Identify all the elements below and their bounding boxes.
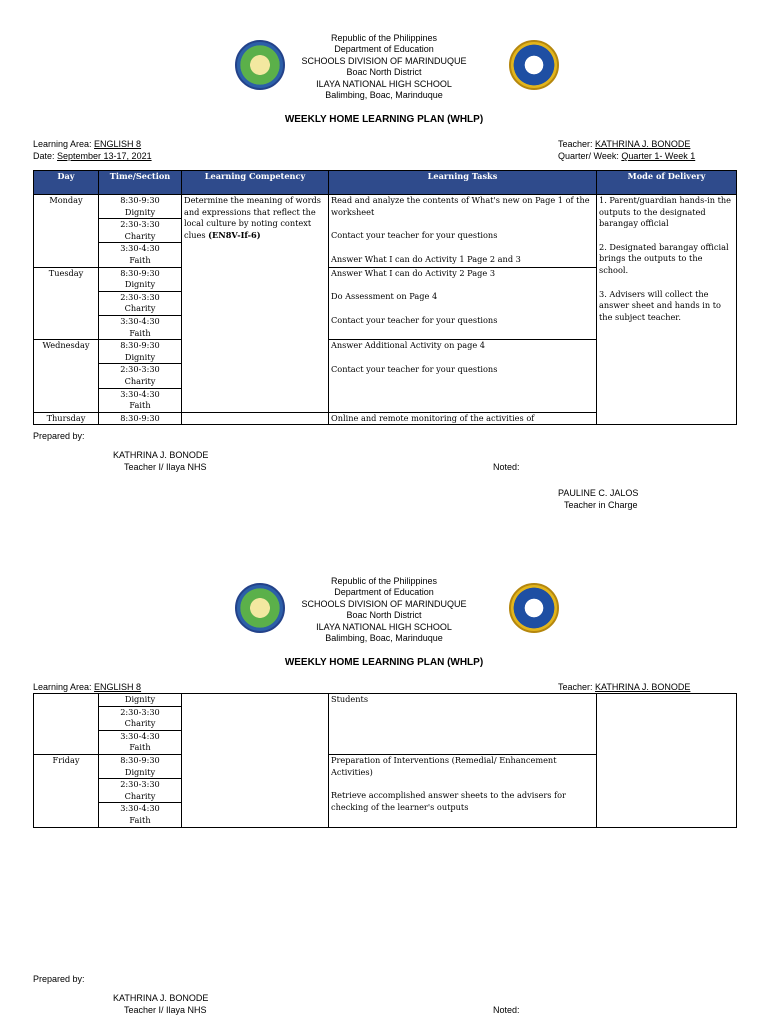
task-text: Contact your teacher for your questions — [331, 363, 498, 374]
task-text: Answer What I can do Activity 1 Page 2 and 3 — [331, 253, 521, 264]
learning-area-value: ENGLISH 8 — [94, 682, 142, 692]
tasks-cell — [329, 754, 597, 827]
teacher-value: KATHRINA J. BONODE — [595, 139, 691, 149]
letterhead-line: Republic of the Philippines — [330, 33, 438, 43]
day-cell — [34, 694, 99, 755]
time-section-cell: 8:30-9:30 Dignity — [99, 267, 182, 291]
learning-area — [33, 682, 141, 692]
task-text: Do Assessment on Page 4 — [331, 291, 438, 302]
day-cell: Tuesday — [34, 267, 99, 340]
teacher-label: Teacher: — [558, 139, 596, 149]
letterhead-line: Boac North District — [346, 67, 422, 78]
noted-label: Noted: — [493, 462, 520, 472]
document-title: WEEKLY HOME LEARNING PLAN (WHLP) — [284, 657, 484, 668]
competency-code: (EN8V-If-6) — [208, 229, 261, 240]
task-text: Preparation of Interventions (Remedial/ Enhancement Activities) — [331, 754, 557, 777]
day-cell: Friday — [34, 754, 99, 827]
time-section-cell: 3:30-4:30 Faith — [99, 803, 182, 827]
letterhead-line: Department of Education — [334, 587, 434, 598]
delivery-step: 1. Parent/guardian hands-in the outputs to the designated barangay official — [599, 195, 731, 229]
prepared-by-label: Prepared by: — [33, 431, 85, 441]
preparer-title: Teacher I/ Ilaya NHS — [124, 1005, 207, 1015]
time-section-cell: 3:30-4:30 Faith — [99, 243, 182, 267]
letterhead-line: Balimbing, Boac, Marinduque — [325, 633, 443, 644]
task-text: Contact your teacher for your questions — [331, 314, 498, 325]
task-text: Answer Additional Activity on page 4 — [331, 340, 485, 351]
header-day: Day — [34, 171, 99, 195]
time-section-cell: 8:30-9:30 — [99, 412, 182, 425]
tasks-cell: Online and remote monitoring of the activities of — [329, 412, 597, 425]
learning-area-value: ENGLISH 8 — [94, 139, 142, 149]
preparer-name: KATHRINA J. BONODE — [113, 993, 209, 1003]
document-title: WEEKLY HOME LEARNING PLAN (WHLP) — [284, 114, 484, 125]
teacher-label: Teacher: — [558, 682, 596, 692]
time-section-cell: 8:30-9:30 Dignity — [99, 340, 182, 364]
preparer-name: KATHRINA J. BONODE — [113, 450, 209, 460]
letterhead — [0, 576, 768, 644]
date-value: September 13-17, 2021 — [57, 151, 152, 161]
noter-title: Teacher in Charge — [564, 500, 638, 510]
letterhead-line: Republic of the Philippines — [330, 576, 438, 586]
preparer-title: Teacher I/ Ilaya NHS — [124, 462, 207, 472]
header-learning-competency: Learning Competency — [182, 171, 329, 195]
learning-area-label: Learning Area: — [33, 682, 95, 692]
time-section-cell: 2:30-3:30 Charity — [99, 219, 182, 243]
day-cell: Thursday — [34, 412, 99, 425]
header-learning-tasks: Learning Tasks — [329, 171, 597, 195]
time-section-cell: 8:30-9:30 Dignity — [99, 754, 182, 778]
task-text: Contact your teacher for your questions — [331, 230, 498, 241]
delivery-step: 2. Designated barangay official brings the outputs to the school. — [599, 241, 729, 275]
delivery-cell — [597, 694, 737, 828]
letterhead-line: Balimbing, Boac, Marinduque — [325, 90, 443, 101]
tasks-cell: Students — [329, 694, 597, 755]
delivery-step: 3. Advisers will collect the answer sheet and hands in to the subject teacher. — [599, 288, 721, 322]
noted-label: Noted: — [493, 1005, 520, 1015]
time-section-cell: 2:30-3:30 Charity — [99, 291, 182, 315]
time-section-cell: Dignity — [99, 694, 182, 707]
date-label: Date: — [33, 151, 58, 161]
quarter-value: Quarter 1- Week 1 — [621, 151, 696, 161]
letterhead-line: ILAYA NATIONAL HIGH SCHOOL — [316, 78, 452, 89]
time-section-cell: 3:30-4:30 Faith — [99, 388, 182, 412]
time-section-cell: 2:30-3:30 Charity — [99, 364, 182, 388]
prepared-by-label: Prepared by: — [33, 974, 85, 984]
day-cell: Wednesday — [34, 340, 99, 413]
whlp-table-continued — [33, 693, 737, 828]
letterhead-line: Boac North District — [346, 610, 422, 621]
task-text: Read and analyze the contents of What's new on Page 1 of the worksheet — [331, 195, 590, 217]
time-section-cell: 2:30-3:30 Charity — [99, 706, 182, 730]
teacher-value: KATHRINA J. BONODE — [595, 682, 691, 692]
letterhead-line: Department of Education — [334, 44, 434, 55]
learning-area-label: Learning Area: — [33, 139, 95, 149]
day-cell: Monday — [34, 195, 99, 268]
time-section-cell: 3:30-4:30 Faith — [99, 730, 182, 754]
competency-cell — [182, 694, 329, 828]
time-section-cell: 8:30-9:30 Dignity — [99, 195, 182, 219]
letterhead-line: SCHOOLS DIVISION OF MARINDUQUE — [301, 55, 467, 66]
header-mode-of-delivery: Mode of Delivery — [597, 171, 737, 195]
quarter-label: Quarter/ Week: — [558, 151, 622, 161]
competency-text: Determine the meaning of words and expressions that reflect the local culture by noting context clues — [184, 195, 321, 240]
header-time-section: Time/Section — [99, 171, 182, 195]
letterhead-line: SCHOOLS DIVISION OF MARINDUQUE — [301, 598, 467, 609]
task-text: Retrieve accomplished answer sheets to the advisers for checking of the learner's outputs — [331, 790, 566, 812]
letterhead-line: ILAYA NATIONAL HIGH SCHOOL — [316, 621, 452, 632]
time-section-cell: 2:30-3:30 Charity — [99, 779, 182, 803]
noter-name: PAULINE C. JALOS — [558, 488, 639, 498]
time-section-cell: 3:30-4:30 Faith — [99, 315, 182, 339]
task-text: Answer What I can do Activity 2 Page 3 — [331, 267, 496, 278]
teacher — [558, 682, 690, 692]
